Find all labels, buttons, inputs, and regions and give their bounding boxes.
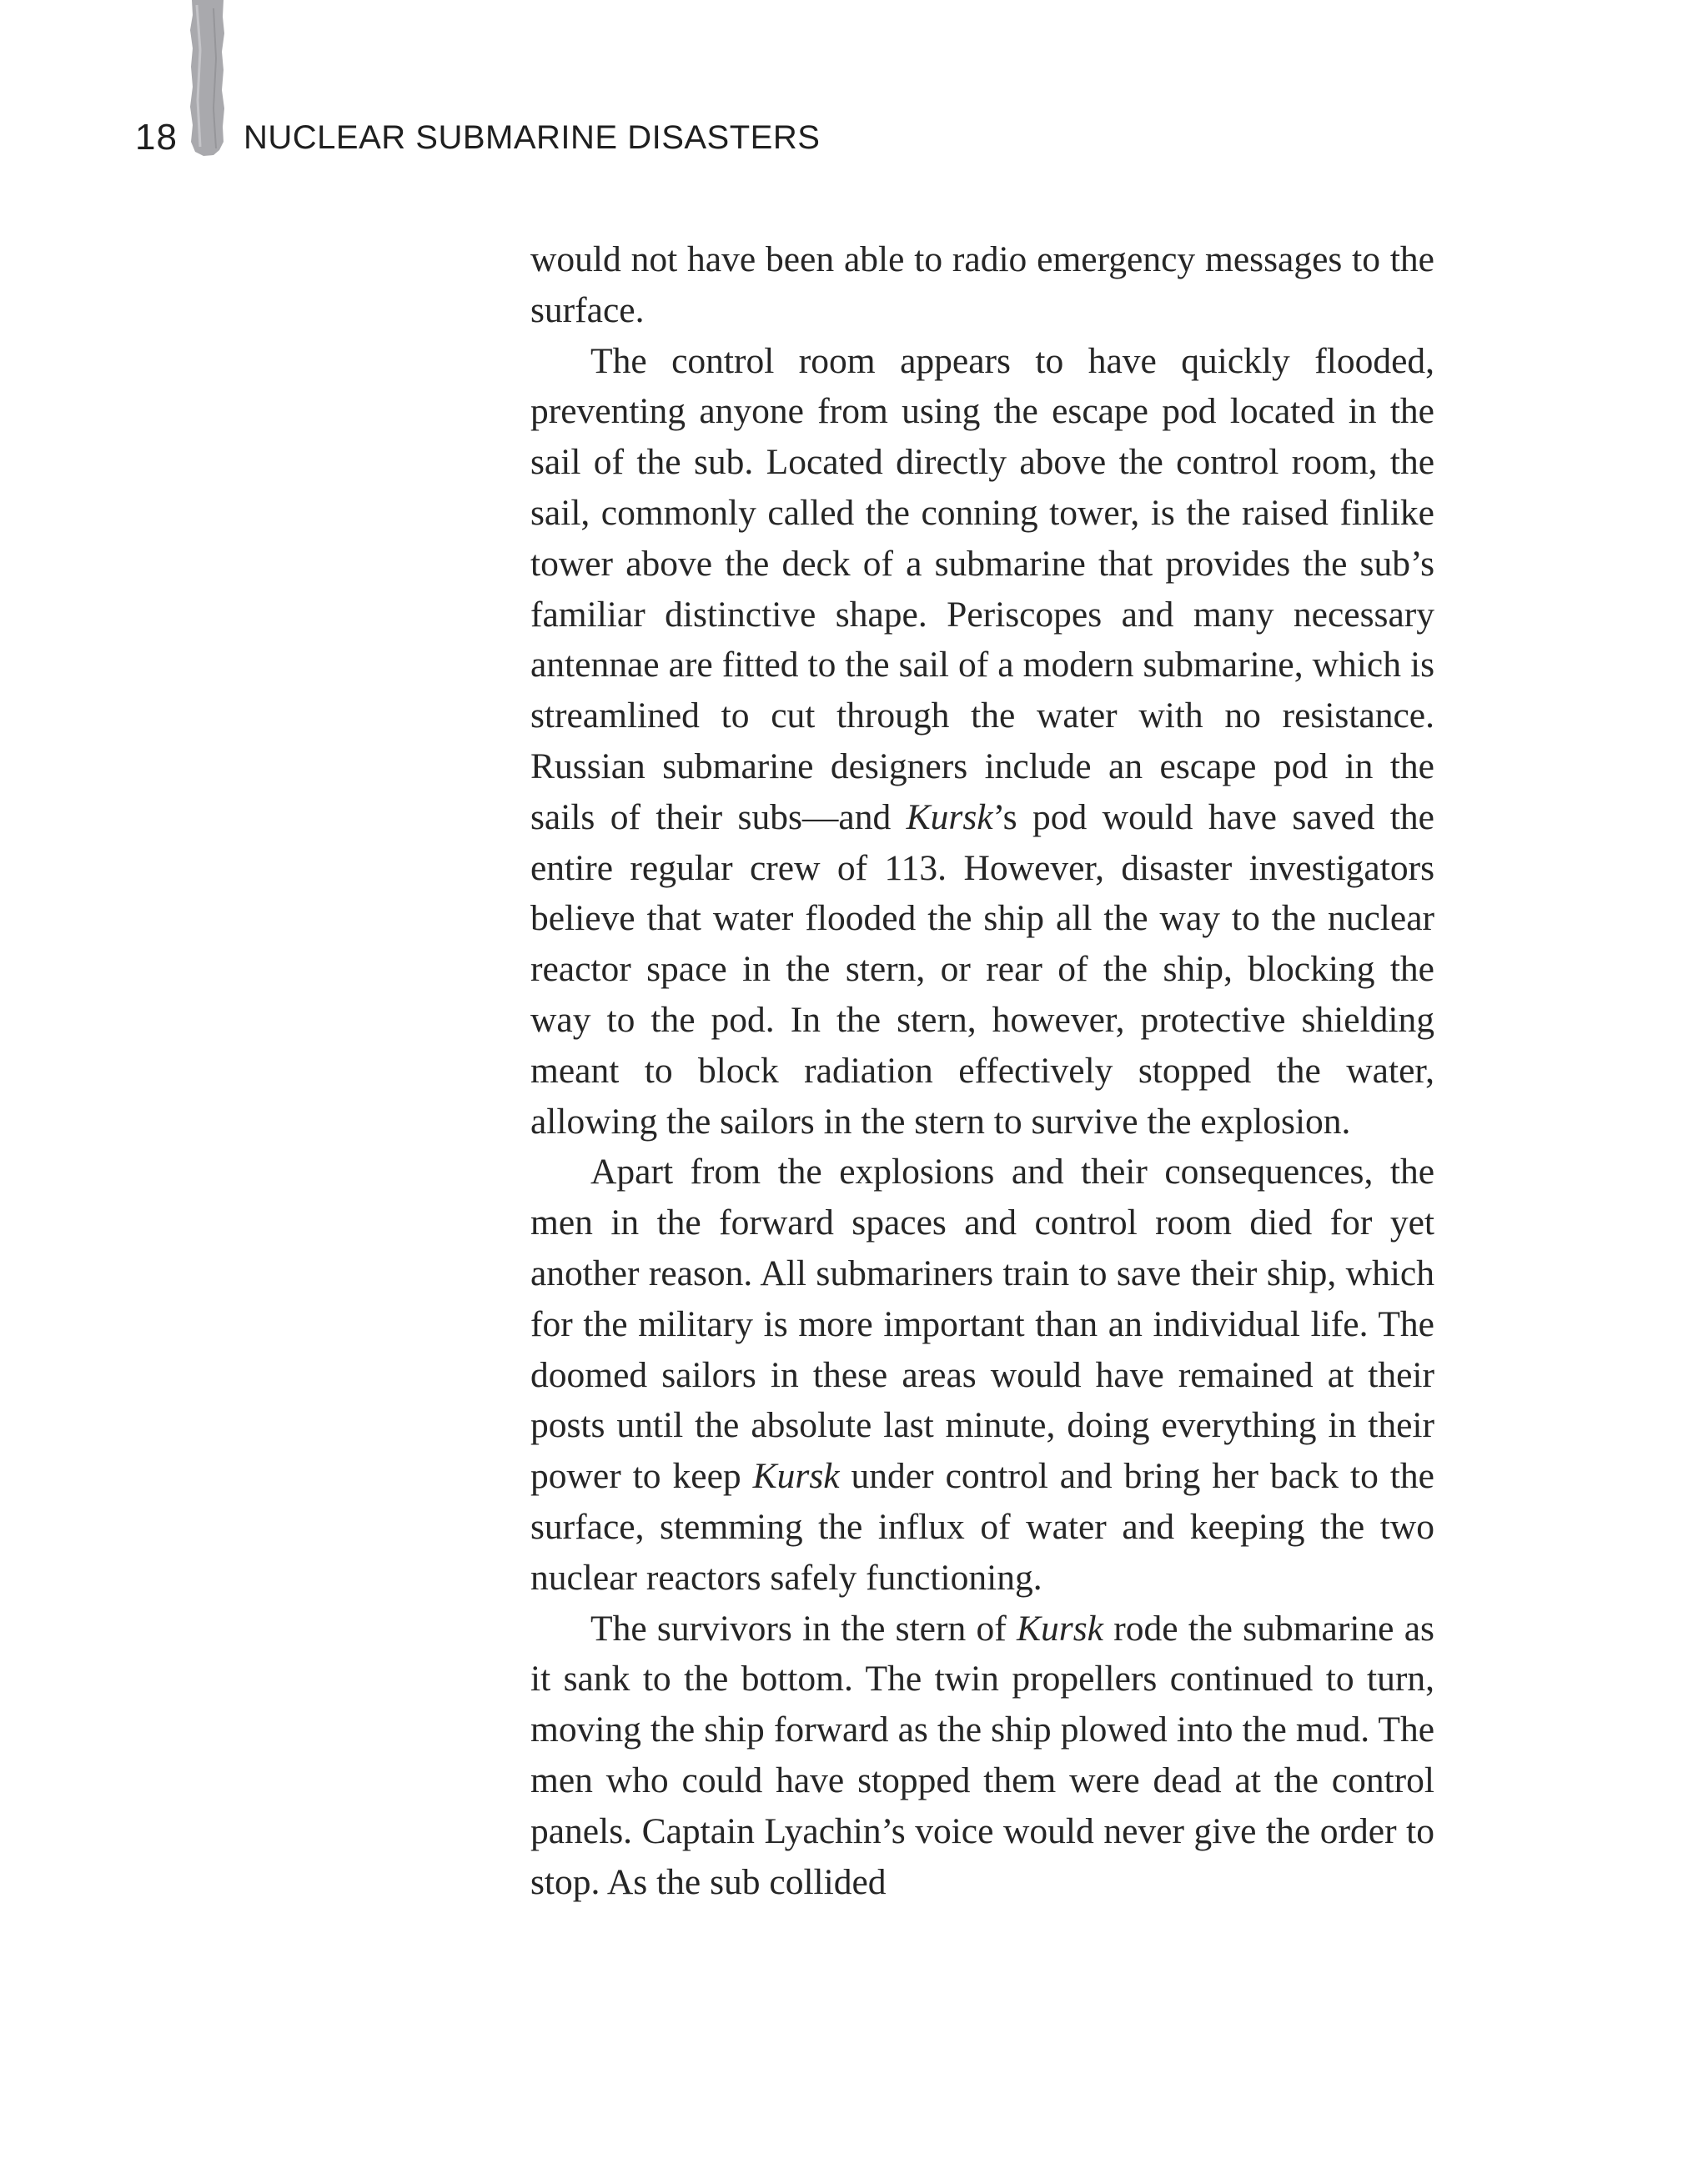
decorative-gray-bar <box>188 0 227 157</box>
paragraph <box>530 1147 1434 1603</box>
italic-ship-name: Kursk <box>752 1456 840 1497</box>
italic-ship-name: Kursk <box>1017 1608 1103 1649</box>
paragraph <box>530 1604 1434 1908</box>
running-head <box>0 0 1708 167</box>
text-run: would not have been able to radio emergency messages to the surface. <box>530 239 1434 330</box>
paragraph <box>530 234 1434 336</box>
text-run: The survivors in the stern of <box>590 1608 1017 1649</box>
page-number: 18 <box>135 117 178 158</box>
body-text-column <box>530 234 1434 1907</box>
text-run: rode the submarine as it sank to the bottom. The twin propellers continued to turn, moving the ship forward as the ship plowed into the mud. The men who could have stopped them were dead at the control panels. Captain Lyachin’s voice would never give the order to stop. As the sub collided <box>530 1608 1434 1902</box>
italic-ship-name: Kursk <box>906 796 993 837</box>
paragraph <box>530 336 1434 1147</box>
text-run: ’s pod would have saved the entire regular crew of 113. However, disaster investigators believe that water flooded the ship all the way to the nuclear reactor space in the stern, or rear of the ship, blocking the way to the pod. In the stern, however, protective shielding meant to block radiation effectively stopped the water, allowing the sailors in the stern to survive the explosion. <box>530 796 1434 1142</box>
text-run: Apart from the explosions and their consequences, the men in the forward spaces and control room died for yet another reason. All submariners train to save their ship, which for the military is more important than an individual life. The doomed sailors in these areas would have remained at their posts until the absolute last minute, doing everything in their power to keep <box>530 1152 1434 1497</box>
text-run: under control and bring her back to the surface, stemming the influx of water and keeping the two nuclear reactors safely functioning. <box>530 1456 1434 1598</box>
running-title: NUCLEAR SUBMARINE DISASTERS <box>244 119 821 156</box>
text-run: The control room appears to have quickly flooded, preventing anyone from using the escape pod located in the sail of the sub. Located directly above the control room, the sail, commonly called the conning tower, is the raised finlike tower above the deck of a submarine that provides the sub’s familiar distinctive shape. Periscopes and many necessary antennae are fitted to the sail of a modern submarine, which is streamlined to cut through the water with no resistance. Russian submarine designers include an escape pod in the sails of their subs—and <box>530 340 1434 837</box>
